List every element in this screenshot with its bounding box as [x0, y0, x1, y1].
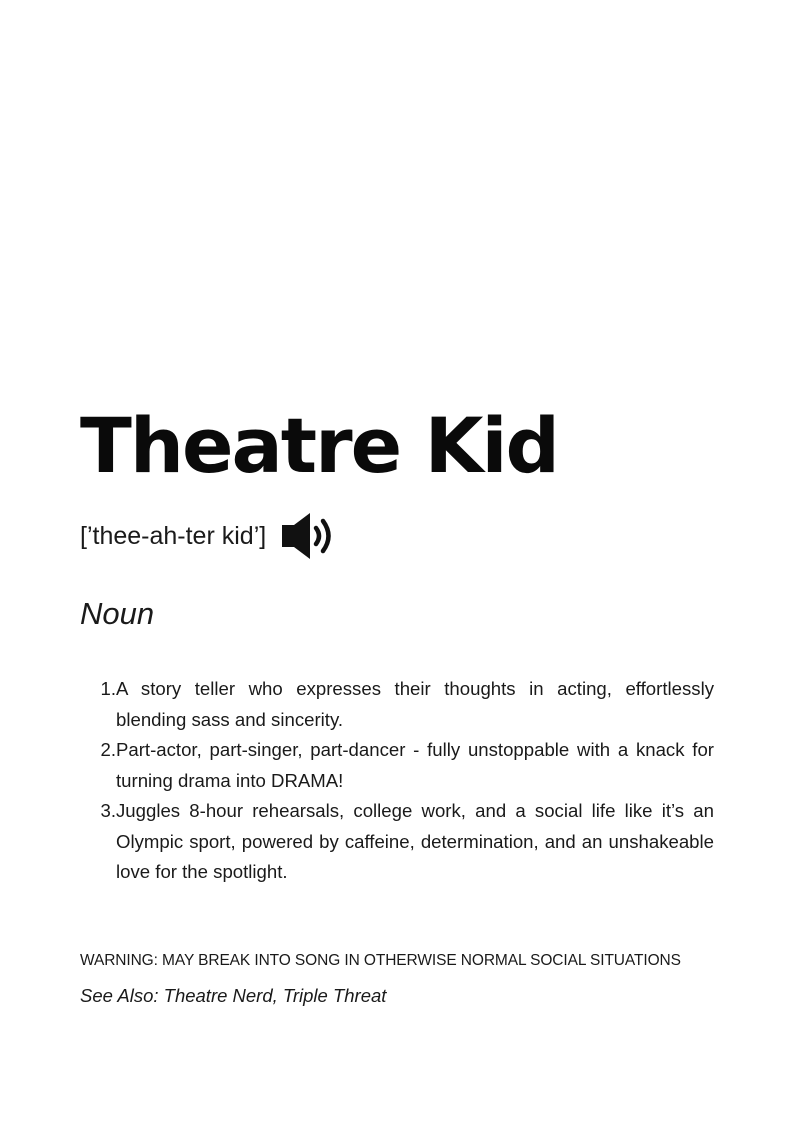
pronunciation-row: [80, 508, 340, 564]
speaker-icon[interactable]: [280, 510, 340, 562]
definition-item: [96, 735, 714, 796]
warning-note: WARNING: MAY BREAK INTO SONG IN OTHERWISE NORMAL SOCIAL SITUATIONS: [80, 952, 681, 969]
definitions-list: [96, 674, 714, 888]
entry-title: Theatre Kid: [80, 401, 558, 490]
definition-number: 3.: [100, 800, 116, 821]
definition-text: Juggles 8-hour rehearsals, college work, and a social life like it’s an Olympic sport, powered by caffeine, determination, and an unshakeable love for the spotlight.: [116, 800, 714, 882]
pronunciation: [’thee-ah-ter kid’]: [80, 521, 267, 550]
definition-number: 2.: [100, 739, 116, 760]
definition-item: [96, 796, 714, 888]
part-of-speech: Noun: [80, 596, 155, 631]
definition-text: A story teller who expresses their thoughts in acting, effortlessly blending sass and sincerity.: [116, 678, 714, 730]
definition-item: [96, 674, 714, 735]
see-also: See Also: Theatre Nerd, Triple Threat: [80, 985, 387, 1006]
definition-number: 1.: [100, 678, 116, 699]
definition-text: Part-actor, part-singer, part-dancer - fully unstoppable with a knack for turning drama into DRAMA!: [116, 739, 714, 791]
